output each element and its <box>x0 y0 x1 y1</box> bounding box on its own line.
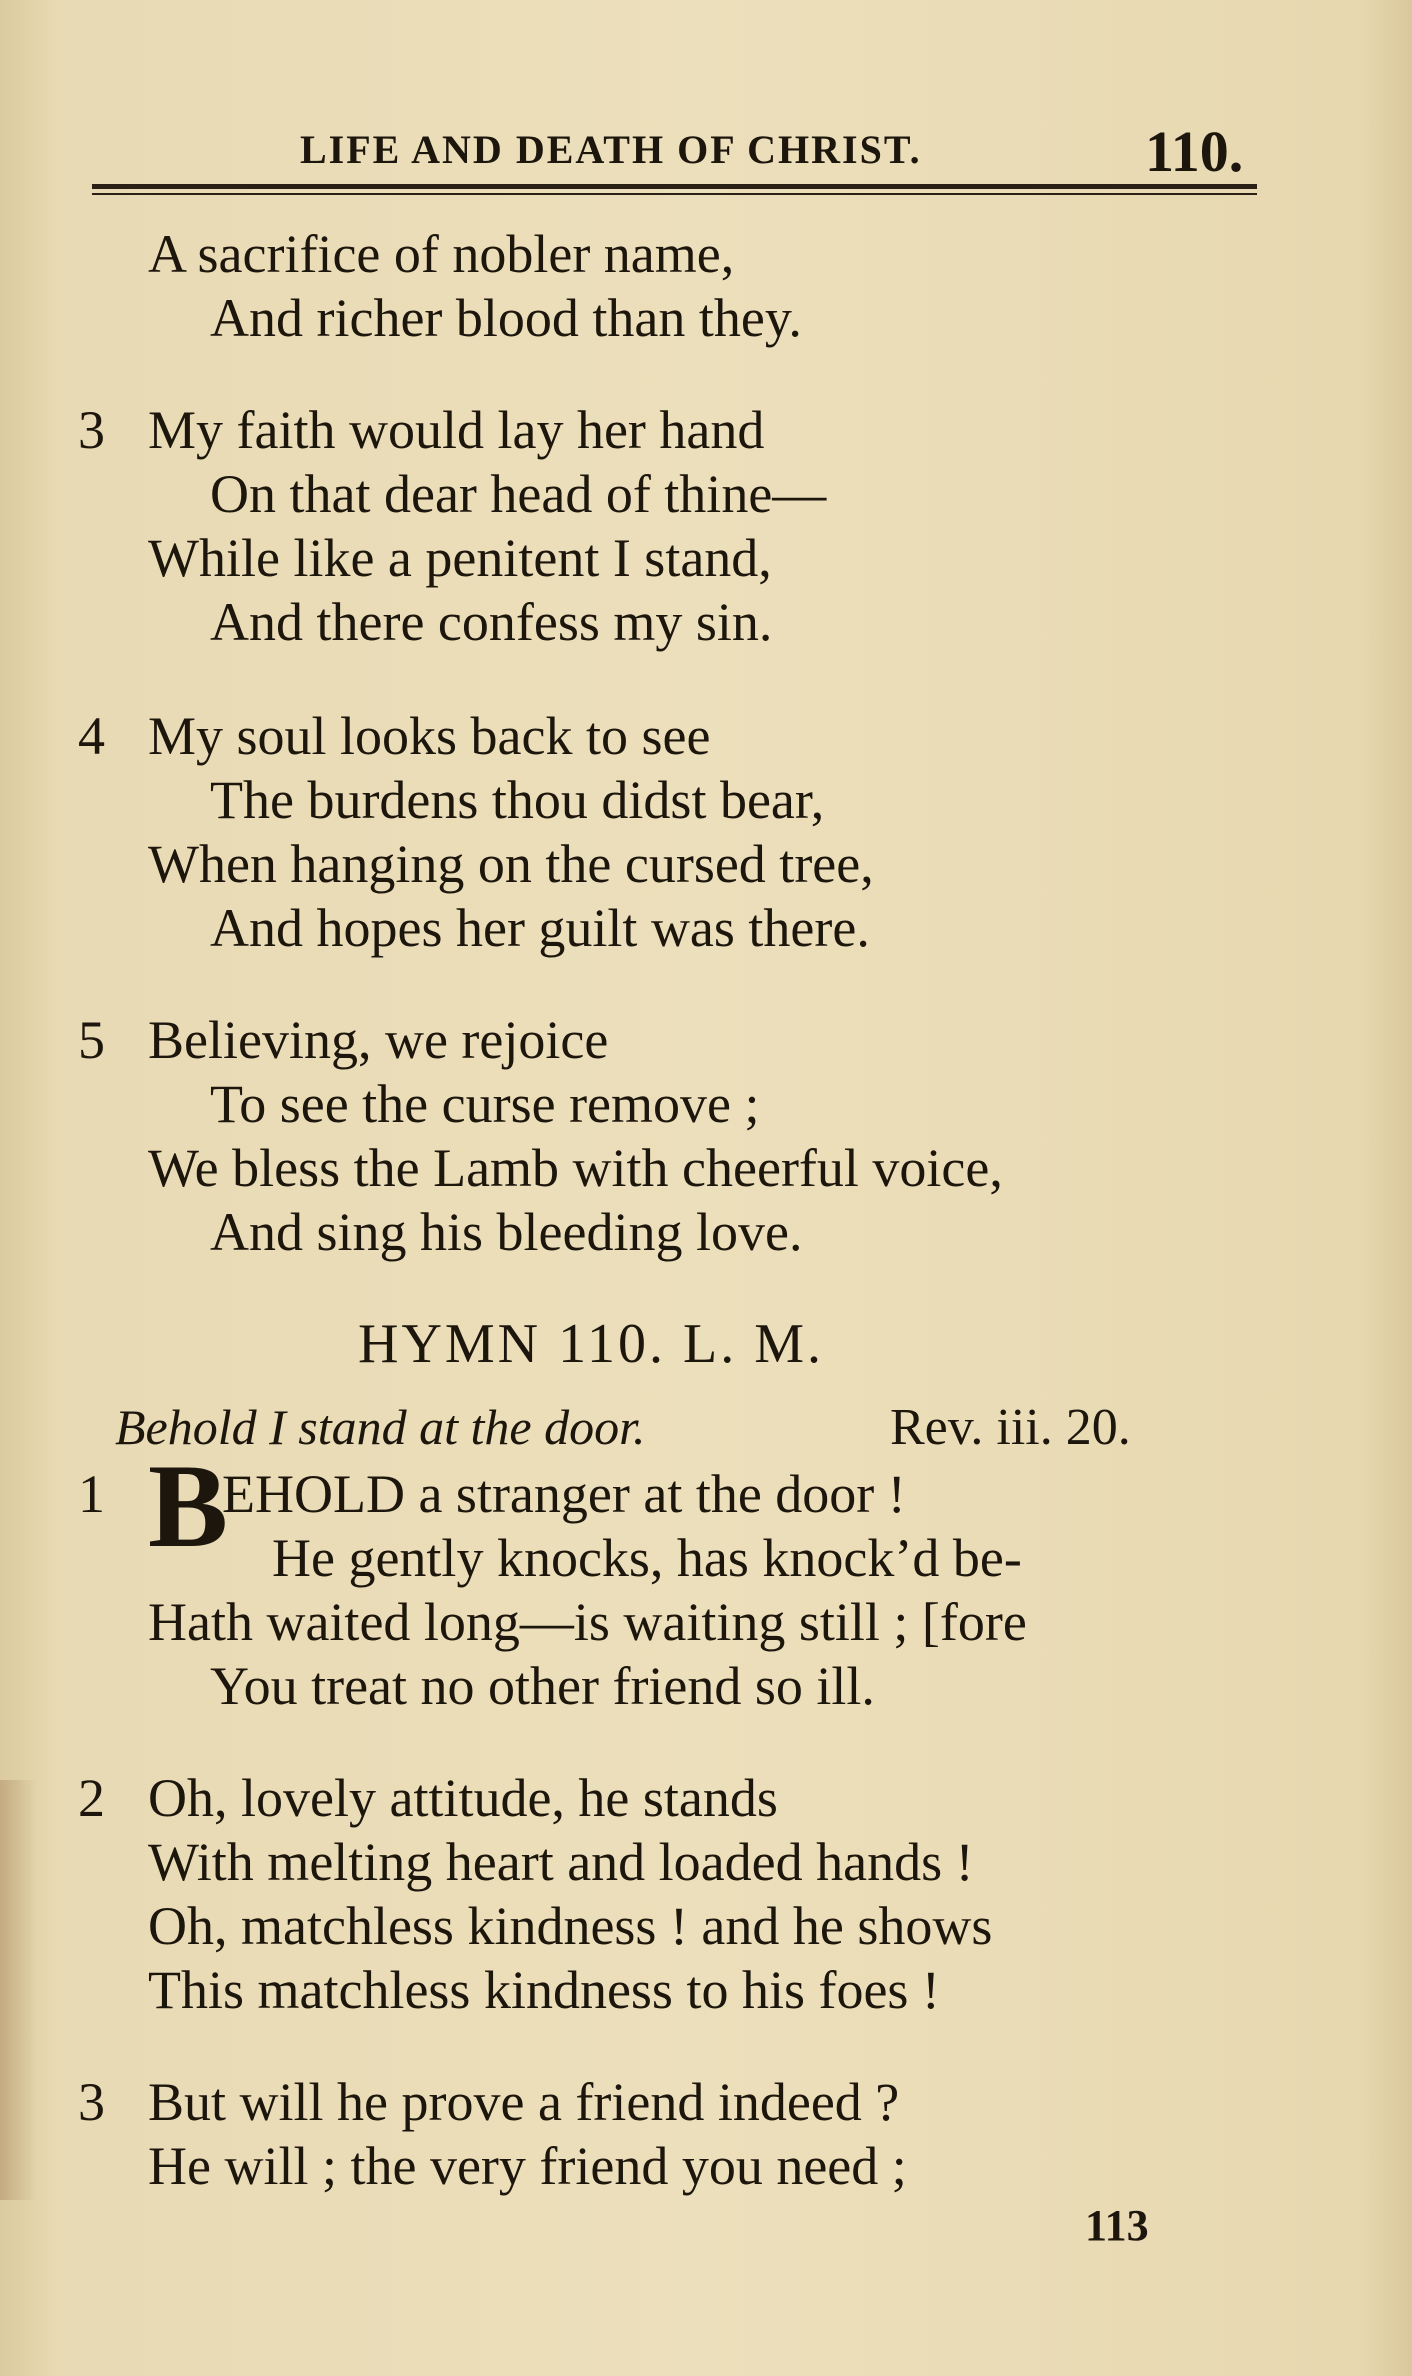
stanza-number: 3 <box>78 2072 105 2132</box>
stanza-line: Oh, lovely attitude, he stands <box>148 1768 778 1828</box>
scripture-reference: Rev. iii. 20. <box>890 1399 1131 1456</box>
stanza-line: My soul looks back to see <box>148 706 711 766</box>
stanza-line: This matchless kindness to his foes ! <box>148 1960 940 2020</box>
stanza-line: To see the curse remove ; <box>210 1074 760 1134</box>
stanza-number: 1 <box>78 1464 105 1524</box>
stanza-line: You treat no other friend so ill. <box>210 1656 875 1716</box>
stanza-line: He will ; the very friend you need ; <box>148 2136 907 2196</box>
stanza-line: We bless the Lamb with cheerful voice, <box>148 1138 1003 1198</box>
stanza-line: EHOLD a stranger at the door ! <box>222 1464 906 1524</box>
stanza-line: While like a penitent I stand, <box>148 528 772 588</box>
stanza-line: And richer blood than they. <box>210 288 802 348</box>
stanza-line: The burdens thou didst bear, <box>210 770 825 830</box>
drop-cap: B <box>148 1439 229 1572</box>
stanza-line: And hopes her guilt was there. <box>210 898 870 958</box>
stanza-line: With melting heart and loaded hands ! <box>148 1832 974 1892</box>
stanza-line: And there confess my sin. <box>210 592 773 652</box>
stanza-line: Believing, we rejoice <box>148 1010 609 1070</box>
running-title: LIFE AND DEATH OF CHRIST. <box>300 127 922 172</box>
page-number: 110. <box>1145 119 1244 184</box>
stanza-line: A sacrifice of nobler name, <box>148 224 735 284</box>
stanza-line: On that dear head of thine— <box>210 464 827 524</box>
hymn-subtitle: Behold I stand at the door. <box>115 1399 646 1455</box>
header-rule-thin <box>92 193 1257 195</box>
page-edge-shadow <box>0 1780 36 2200</box>
stanza-number: 4 <box>78 706 105 766</box>
stanza-number: 5 <box>78 1010 105 1070</box>
signature-mark: 113 <box>1085 2201 1149 2250</box>
page-header <box>300 118 1260 184</box>
header-rule-thick <box>92 184 1257 189</box>
stanza-number: 3 <box>78 400 105 460</box>
stanza-line: But will he prove a friend indeed ? <box>148 2072 900 2132</box>
stanza-line: And sing his bleeding love. <box>210 1202 803 1262</box>
header-rule <box>92 184 1257 196</box>
stanza-line: He gently knocks, has knock’d be- <box>272 1528 1022 1588</box>
hymn-heading: HYMN 110. L. M. <box>358 1313 825 1375</box>
stanza-line: When hanging on the cursed tree, <box>148 834 874 894</box>
stanza-number: 2 <box>78 1768 105 1828</box>
stanza-line: Oh, matchless kindness ! and he shows <box>148 1896 993 1956</box>
stanza-line: My faith would lay her hand <box>148 400 765 460</box>
stanza-line: Hath waited long—is waiting still ; [fore <box>148 1592 1027 1652</box>
